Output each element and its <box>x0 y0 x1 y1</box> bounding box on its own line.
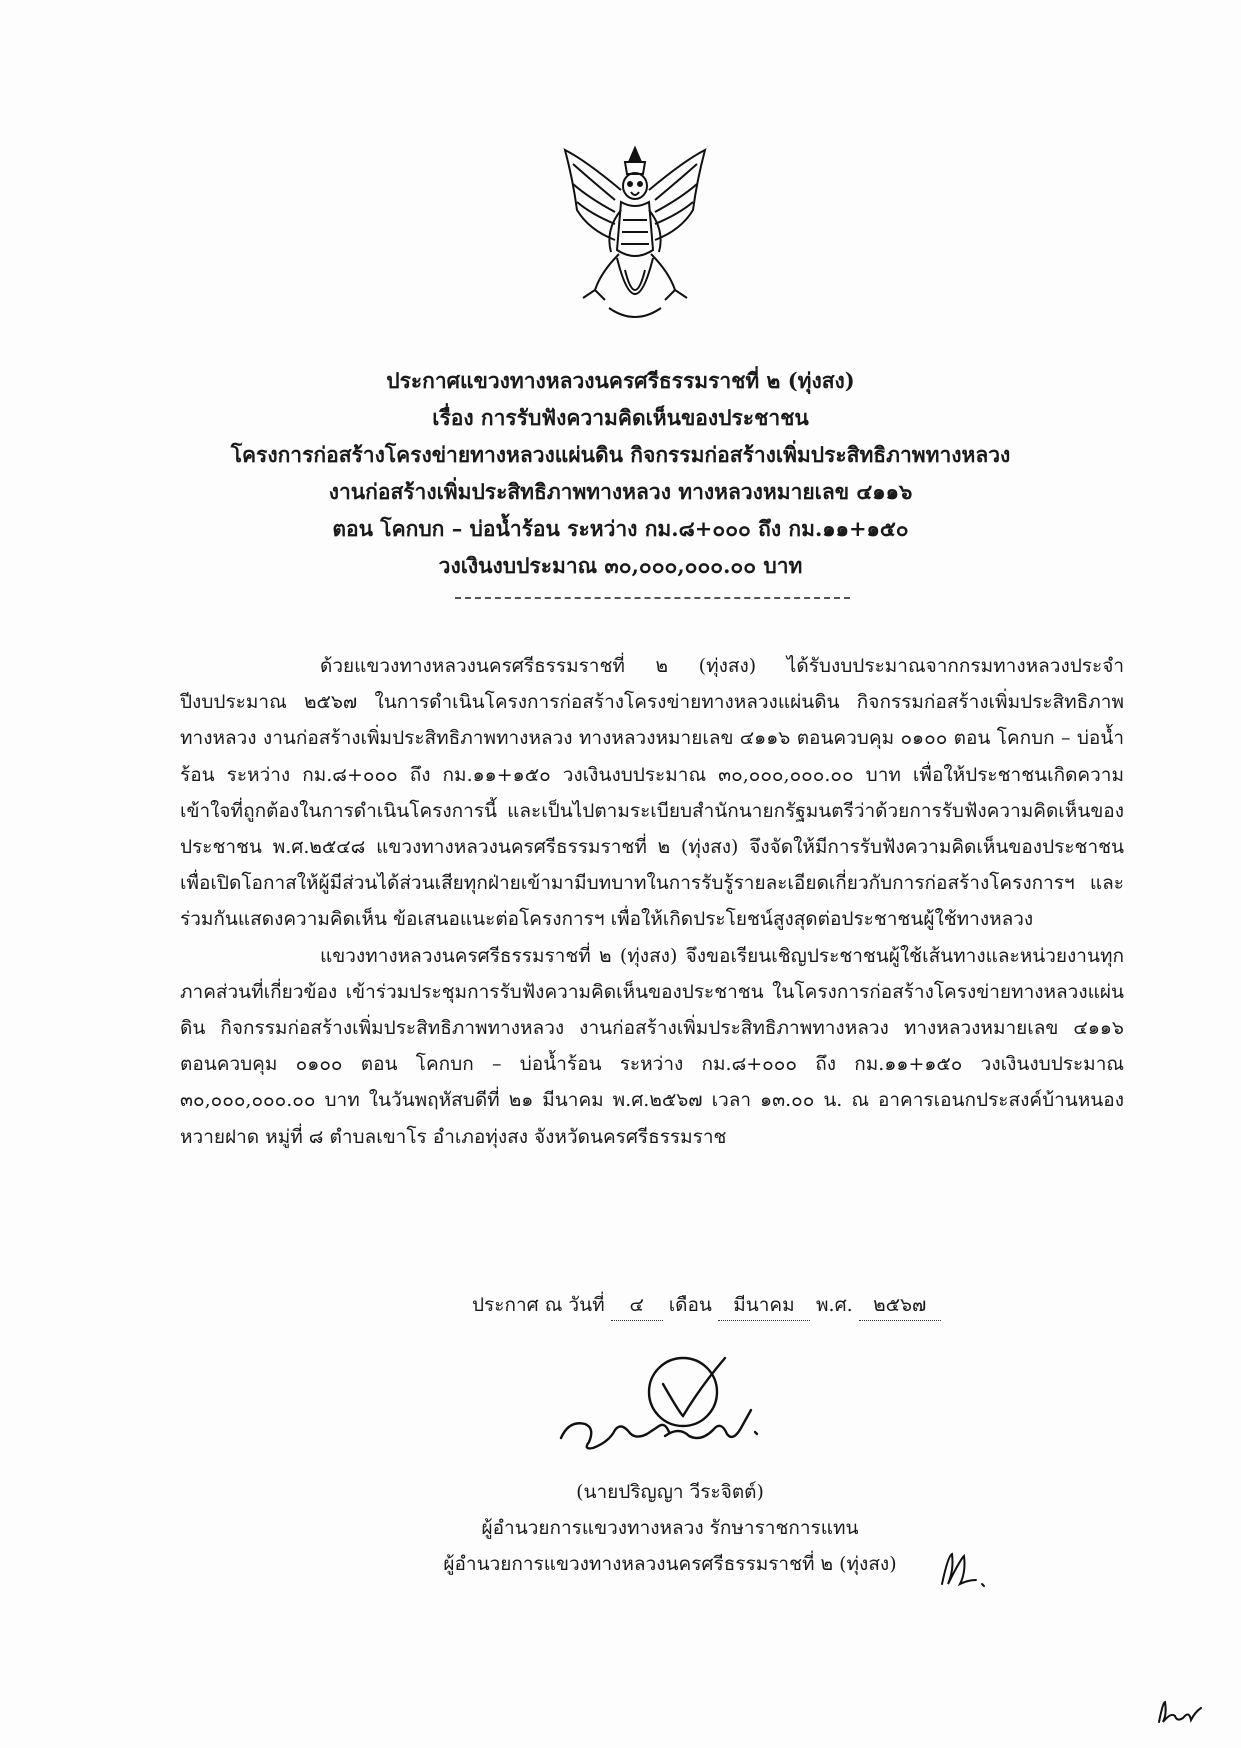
signatory-name: (นายปริญญา วีระจิตต์) <box>576 1481 764 1503</box>
header-divider <box>455 597 850 599</box>
date-prefix: ประกาศ ณ วันที่ <box>472 1294 605 1316</box>
signatory-block <box>380 1474 960 1582</box>
handwritten-signature <box>555 1350 775 1460</box>
announcement-header <box>160 362 1081 584</box>
date-month: มีนาคม <box>718 1290 810 1321</box>
project-name: โครงการก่อสร้างโครงข่ายทางหลวงแผ่นดิน กิจกรรมก่อสร้างเพิ่มประสิทธิภาพทางหลวง <box>230 442 1011 467</box>
corner-initial <box>1155 1698 1205 1728</box>
date-year: ๒๕๖๗ <box>859 1290 941 1321</box>
signatory-title-office: ผู้อำนวยการแขวงทางหลวงนครศรีธรรมราชที่ ๒ (ทุ่งสง) <box>443 1553 897 1575</box>
announcement-subject: เรื่อง การรับฟังความคิดเห็นของประชาชน <box>432 405 809 430</box>
project-work: งานก่อสร้างเพิ่มประสิทธิภาพทางหลวง ทางหลวงหมายเลข ๔๑๑๖ <box>328 479 913 504</box>
body-paragraph-1: ด้วยแขวงทางหลวงนครศรีธรรมราชที่ ๒ (ทุ่งสง) ได้รับงบประมาณจากกรมทางหลวงประจำปีงบประมาณ ๒๕๖๗ ในการดำเนินโครงการก่อสร้างโครงข่ายทางหลวงแผ่นดิน กิจกรรมก่อสร้างเพิ่มประสิทธิภาพทางหลวง งานก่อสร้างเพิ่มประสิทธิภาพทางหลวง ทางหลวงหมายเลข ๔๑๑๖ ตอนควบคุม ๐๑๐๐ ตอน โคกบก – บ่อน้ำร้อน ระหว่าง กม.๘+๐๐๐ ถึง กม.๑๑+๑๕๐ วงเงินงบประมาณ ๓๐,๐๐๐,๐๐๐.๐๐ บาท เพื่อให้ประชาชนเกิดความเข้าใจที่ถูกต้องในการดำเนินโครงการนี้ และเป็นไปตามระเบียบสำนักนายกรัฐมนตรีว่าด้วยการรับฟังความคิดเห็นของประชาชน พ.ศ.๒๕๔๘ แขวงทางหลวงนครศรีธรรมราชที่ ๒ (ทุ่งสง) จึงจัดให้มีการรับฟังความคิดเห็นของประชาชน เพื่อเปิดโอกาสให้ผู้มีส่วนได้ส่วนเสียทุกฝ่ายเข้ามามีบทบาทในการรับรู้รายละเอียดเกี่ยวกับการก่อสร้างโครงการฯ และร่วมกันแสดงความคิดเห็น ข้อเสนอแนะต่อโครงการฯ เพื่อให้เกิดประโยชน์สูงสุดต่อประชาชนผู้ใช้ทางหลวง <box>180 655 1124 931</box>
date-day: ๔ <box>611 1290 663 1321</box>
announcement-title: ประกาศแขวงทางหลวงนครศรีธรรมราชที่ ๒ (ทุ่งสง) <box>386 368 855 393</box>
garuda-emblem-icon <box>555 140 715 330</box>
signatory-title-acting: ผู้อำนวยการแขวงทางหลวง รักษาราชการแทน <box>481 1517 859 1539</box>
date-month-label: เดือน <box>668 1294 712 1316</box>
handwritten-initial <box>938 1550 988 1590</box>
announcement-date <box>472 1290 941 1321</box>
body-paragraph-2: แขวงทางหลวงนครศรีธรรมราชที่ ๒ (ทุ่งสง) จึงขอเรียนเชิญประชาชนผู้ใช้เส้นทางและหน่วยงานทุกภาคส่วนที่เกี่ยวข้อง เข้าร่วมประชุมการรับฟังความคิดเห็นของประชาชน ในโครงการก่อสร้างโครงข่ายทางหลวงแผ่นดิน กิจกรรมก่อสร้างเพิ่มประสิทธิภาพทางหลวง งานก่อสร้างเพิ่มประสิทธิภาพทางหลวง ทางหลวงหมายเลข ๔๑๑๖ ตอนควบคุม ๐๑๐๐ ตอน โคกบก – บ่อน้ำร้อน ระหว่าง กม.๘+๐๐๐ ถึง กม.๑๑+๑๕๐ วงเงินงบประมาณ ๓๐,๐๐๐,๐๐๐.๐๐ บาท ในวันพฤหัสบดีที่ ๒๑ มีนาคม พ.ศ.๒๕๖๗ เวลา ๑๓.๐๐ น. ณ อาคารเอนกประสงค์บ้านหนองหวายฝาด หมู่ที่ ๘ ตำบลเขาโร อำเภอทุ่งสง จังหวัดนครศรีธรรมราช <box>180 944 1124 1148</box>
date-year-label: พ.ศ. <box>816 1294 853 1316</box>
announcement-body <box>180 648 1124 1155</box>
project-section: ตอน โคกบก – บ่อน้ำร้อน ระหว่าง กม.๘+๐๐๐ ถึง กม.๑๑+๑๕๐ <box>332 516 909 541</box>
project-budget: วงเงินงบประมาณ ๓๐,๐๐๐,๐๐๐.๐๐ บาท <box>438 553 803 578</box>
